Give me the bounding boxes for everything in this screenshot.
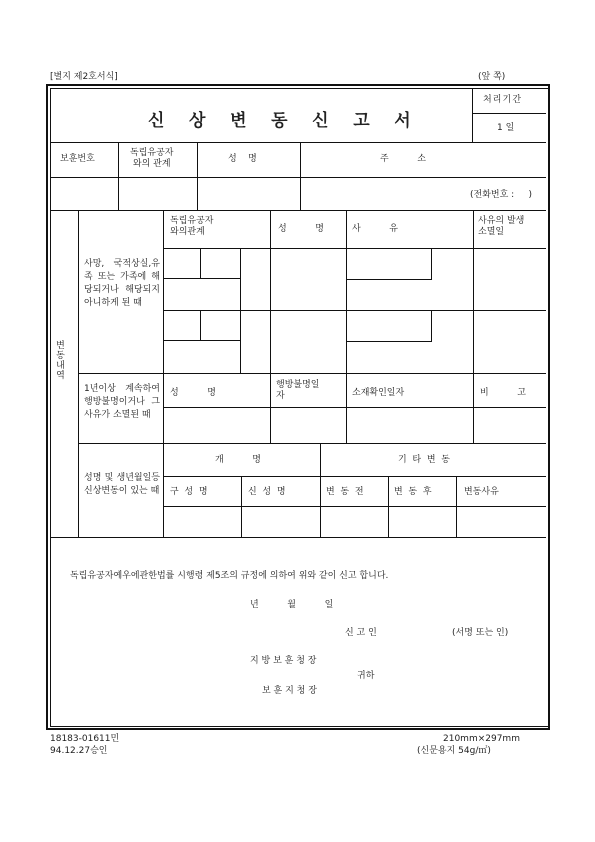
phone-number-label: (전화번호 : ): [470, 190, 532, 200]
footer-approval-date: 94.12.27승인: [50, 746, 108, 756]
footer-form-code: 18183-01611민: [50, 734, 120, 744]
footer-paper-type: (신문용지 54g/㎡): [417, 746, 491, 756]
declaration-text: 독립유공자예우에관한법률 시행령 제5조의 규정에 의하여 위와 같이 신고 합니다.: [70, 571, 389, 581]
section3-condition-label: 성명 및 생년월일등 신상변동이 있는 때: [84, 473, 160, 496]
section2-condition-label: 1년이상 계속하여 행방불명이거나 그 사유가 소멸된 때: [84, 384, 160, 420]
recipient-branch-office: 보 훈 지 청 장: [262, 686, 317, 696]
processing-period-value: 1 일: [497, 123, 515, 133]
recipient-regional-office: 지 방 보 훈 청 장: [250, 656, 317, 666]
change-reason-header: 변동사유: [464, 487, 499, 497]
section1-condition-label: 사망, 국적상실,유족 또는 가족에 해당되거나 해당되지 아니하게 된 때: [84, 259, 160, 308]
section1-date-header: 사유의 발생 소멸일: [478, 216, 525, 237]
address-header: 주 소: [380, 154, 426, 164]
new-name-header: 신 성 명: [248, 487, 286, 497]
after-change-header: 변 동 후: [394, 487, 432, 497]
section1-name-header: 성 명: [278, 224, 324, 234]
old-name-header: 구 성 명: [170, 487, 208, 497]
processing-period-label: 처리기간: [483, 95, 523, 105]
change-details-label: 변동내역: [54, 340, 64, 380]
before-change-header: 변 동 전: [326, 487, 364, 497]
reward-number-header: 보훈번호: [60, 154, 95, 164]
page-side-label: (앞 쪽): [478, 72, 506, 82]
signature-label: (서명 또는 인): [452, 628, 509, 638]
section2-name-header: 성 명: [170, 388, 216, 398]
section1-reason-header: 사 유: [352, 224, 398, 234]
relation-header: 독립유공자 와의 관계: [130, 148, 174, 169]
section2-confirm-date-header: 소재확인일자: [352, 388, 405, 398]
section1-relation-header: 독립유공자 와의관계: [170, 216, 214, 237]
other-change-header: 기 타 변 동: [398, 455, 450, 465]
honorific-label: 귀하: [357, 671, 375, 681]
form-title: 신 상 변 동 신 고 서: [148, 111, 421, 131]
section2-note-header: 비 고: [480, 388, 526, 398]
form-number-label: [별지 제2호서식]: [50, 72, 118, 82]
rename-header: 개 명: [215, 455, 261, 465]
name-header: 성 명: [228, 154, 257, 164]
date-line: 년 월 일: [250, 600, 334, 610]
footer-paper-size: 210mm×297mm: [443, 734, 520, 744]
section2-missing-date-header: 행방불명일 자: [276, 380, 320, 401]
reporter-label: 신 고 인: [345, 628, 377, 638]
